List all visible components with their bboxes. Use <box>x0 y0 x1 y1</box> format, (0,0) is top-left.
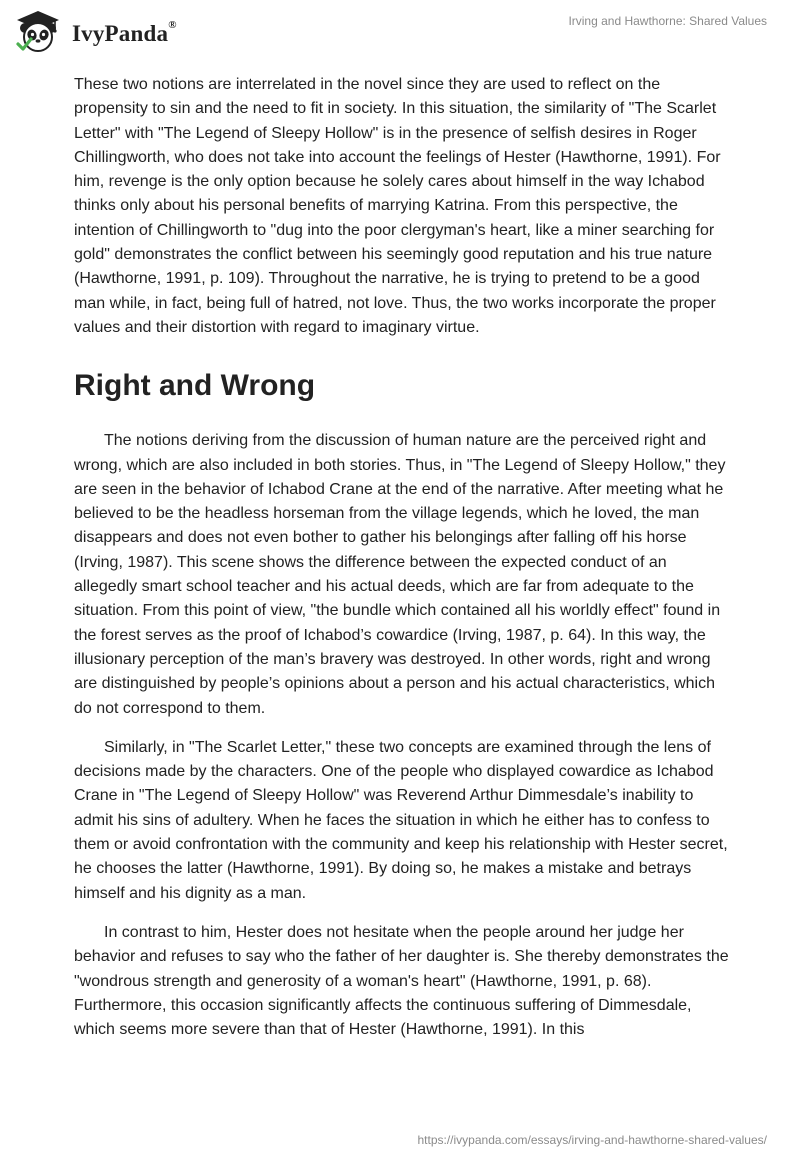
registered-mark: ® <box>168 19 177 31</box>
paragraph-1: These two notions are interrelated in the novel since they are used to reflect on the propensity to sin and the need to fit in society. In this situation, the similarity of "The Scarlet Letter" with "The Legend of Sleepy Hollow" is in the presence of selfish desires in Roger Chillingworth, who does not take into account the feelings of Hester (Hawthorne, 1991). For him, revenge is the only option because he solely cares about himself in the way Ichabod thinks only about his personal benefits of marrying Katrina. From this perspective, the intention of Chillingworth to "dug into the poor clergyman's heart, like a miner searching for gold" demonstrates the conflict between his seemingly good reputation and his true nature (Hawthorne, 1991, p. 109). Throughout the narrative, he is trying to pretend to be a good man while, in fact, being full of hatred, not love. Thus, the two works incorporate the proper values and their distortion with regard to imaginary virtue. <box>74 76 721 336</box>
document-title: Irving and Hawthorne: Shared Values <box>568 14 767 28</box>
article-body <box>74 73 730 1042</box>
ivypanda-logo-icon[interactable] <box>14 8 62 56</box>
section-heading: Right and Wrong <box>74 369 316 403</box>
page-header <box>0 0 800 60</box>
source-url[interactable]: https://ivypanda.com/essays/irving-and-hawthorne-shared-values/ <box>417 1133 767 1147</box>
paragraph-4: In contrast to him, Hester does not hesitate when the people around her judge her behavior and refuses to say who the father of her daughter is. She thereby demonstrates the "wondrous strength and generosity of a woman's heart" (Hawthorne, 1991, p. 68). Furthermore, this occasion significantly affects the continuous suffering of Dimmesdale, which seems more severe than that of Hester (Hawthorne, 1991). In this <box>74 923 729 1039</box>
paragraph-2: The notions deriving from the discussion of human nature are the perceived right and wrong, which are also included in both stories. Thus, in "The Legend of Sleepy Hollow," they are seen in the behavior of Ichabod Crane at the end of the narrative. After meeting what he believed to be the headless horseman from the village legends, which he loved, the man disappears and does not even bother to gather his belongings after falling off his horse (Irving, 1987). This scene shows the difference between the expected conduct of an allegedly smart school teacher and his actual deeds, which are far from adequate to the situation. From this point of view, "the bundle which contained all his worldly effect" found in the forest serves as the proof of Ichabod’s cowardice (Irving, 1987, p. 64). In this way, the illusionary perception of the man’s bravery was destroyed. In other words, right and wrong are distinguished by people’s opinions about a person and his actual characteristics, which do not correspond to them. <box>74 432 726 717</box>
brand-name[interactable]: IvyPanda® <box>72 19 177 46</box>
paragraph-3: Similarly, in "The Scarlet Letter," these two concepts are examined through the lens of decisions made by the characters. One of the people who displayed cowardice as Ichabod Crane in "The Legend of Sleepy Hollow" was Reverend Arthur Dimmesdale’s inability to admit his sins of adultery. When he faces the situation in which he either has to confess to them or avoid confrontation with the community and keep his relationship with Hester secret, he chooses the latter (Hawthorne, 1991). By doing so, he makes a mistake and betrays himself and his dignity as a man. <box>74 738 728 902</box>
